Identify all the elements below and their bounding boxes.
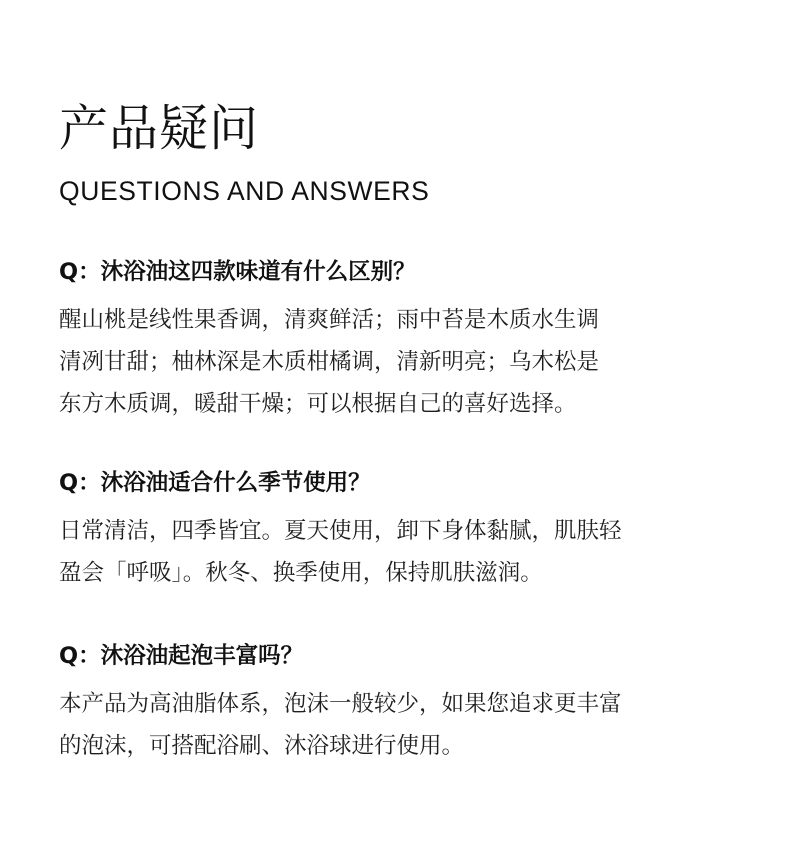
- page-subtitle: QUESTIONS AND ANSWERS: [59, 176, 430, 206]
- answer-line: 的泡沫，可搭配浴刷、沐浴球进行使用。: [59, 733, 465, 759]
- question: Q：沐浴油适合什么季节使用？: [59, 470, 371, 496]
- question: Q：沐浴油起泡丰富吗？: [59, 643, 304, 669]
- answer: [59, 299, 739, 425]
- question: Q：沐浴油这四款味道有什么区别？: [59, 259, 416, 285]
- page-title: 产品疑问: [59, 100, 260, 157]
- answer-line: 日常清洁，四季皆宜。夏天使用，卸下身体黏腻，肌肤轻: [59, 518, 622, 544]
- answer-line: 盈会「呼吸」。秋冬、换季使用，保持肌肤滋润。: [59, 560, 543, 586]
- answer: [59, 683, 739, 767]
- answer-line: 东方木质调，暖甜干燥；可以根据自己的喜好选择。: [59, 391, 577, 417]
- qa-item: [59, 641, 739, 767]
- answer-line: 醒山桃是线性果香调，清爽鲜活；雨中苔是木质水生调: [59, 307, 600, 333]
- qa-item: [59, 257, 739, 425]
- qa-item: [59, 468, 739, 594]
- answer: [59, 510, 739, 594]
- answer-line: 本产品为高油脂体系，泡沫一般较少，如果您追求更丰富: [59, 691, 622, 717]
- answer-line: 清冽甘甜；柚林深是木质柑橘调，清新明亮；乌木松是: [59, 349, 600, 375]
